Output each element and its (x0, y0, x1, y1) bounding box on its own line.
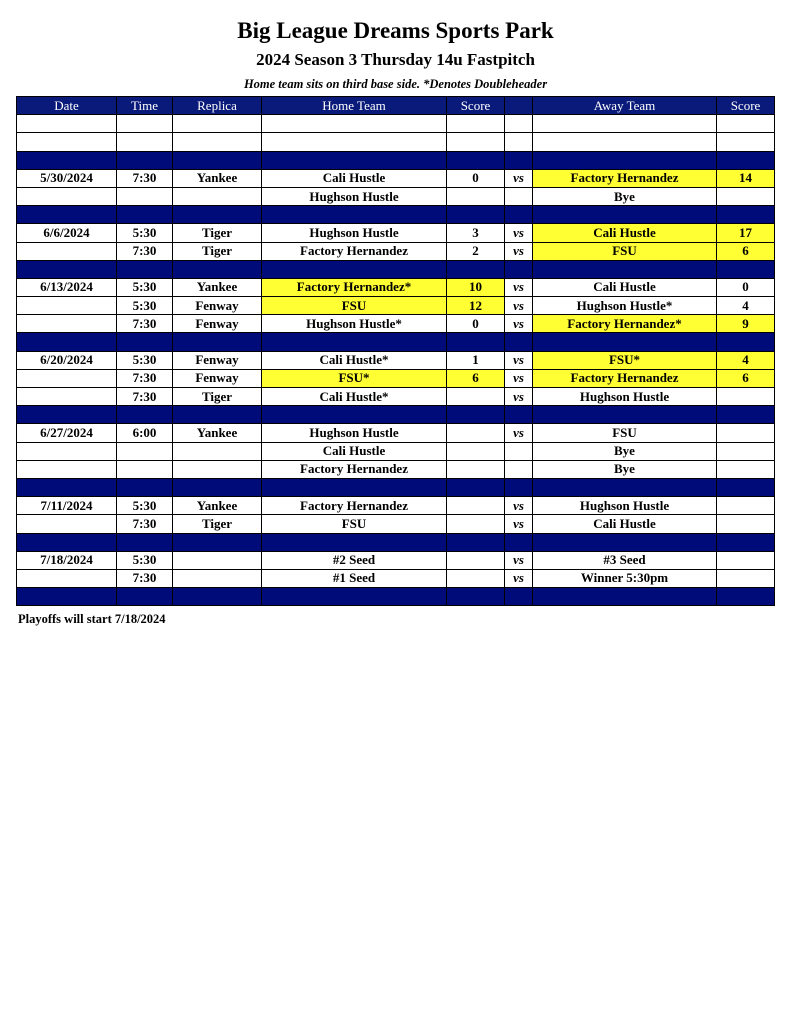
column-header-home-team: Home Team (262, 97, 447, 115)
vs-cell: vs (505, 315, 533, 333)
separator-band-row (17, 478, 775, 496)
band-cell (447, 588, 505, 606)
time-cell: 7:30 (117, 242, 173, 260)
blank-cell (717, 133, 775, 151)
replica-cell (173, 460, 262, 478)
replica-cell: Fenway (173, 369, 262, 387)
band-cell (117, 533, 173, 551)
game-row (17, 497, 775, 515)
band-cell (505, 333, 533, 351)
game-row (17, 297, 775, 315)
band-cell (447, 406, 505, 424)
game-row (17, 278, 775, 296)
date-cell (17, 187, 117, 205)
band-cell (262, 333, 447, 351)
home-score-cell: 2 (447, 242, 505, 260)
date-cell: 5/30/2024 (17, 169, 117, 187)
time-cell: 5:30 (117, 497, 173, 515)
band-cell (717, 533, 775, 551)
band-cell (117, 478, 173, 496)
vs-cell: vs (505, 424, 533, 442)
band-cell (447, 151, 505, 169)
home-score-cell: 12 (447, 297, 505, 315)
band-cell (173, 151, 262, 169)
home-score-cell (447, 424, 505, 442)
time-cell: 7:30 (117, 388, 173, 406)
blank-row (17, 115, 775, 133)
blank-cell (505, 115, 533, 133)
away-score-cell: 6 (717, 369, 775, 387)
band-cell (262, 588, 447, 606)
replica-cell: Fenway (173, 351, 262, 369)
column-header-replica: Replica (173, 97, 262, 115)
blank-cell (717, 115, 775, 133)
time-cell (117, 442, 173, 460)
band-cell (117, 333, 173, 351)
home-team-cell: Factory Hernandez (262, 460, 447, 478)
band-cell (262, 478, 447, 496)
band-cell (505, 533, 533, 551)
band-cell (533, 151, 717, 169)
page-title: Big League Dreams Sports Park (237, 18, 554, 43)
home-score-cell (447, 388, 505, 406)
band-cell (17, 406, 117, 424)
home-score-cell (447, 187, 505, 205)
time-cell: 7:30 (117, 315, 173, 333)
home-score-cell (447, 551, 505, 569)
home-team-cell: FSU (262, 297, 447, 315)
away-score-cell (717, 569, 775, 587)
band-cell (505, 151, 533, 169)
away-score-cell (717, 515, 775, 533)
away-team-cell: Factory Hernandez (533, 369, 717, 387)
away-team-cell: Winner 5:30pm (533, 569, 717, 587)
schedule-note: Home team sits on third base side. *Denotes Doubleheader (243, 77, 548, 91)
date-cell (17, 297, 117, 315)
time-cell: 7:30 (117, 169, 173, 187)
date-cell (17, 569, 117, 587)
band-cell (447, 533, 505, 551)
vs-cell: vs (505, 169, 533, 187)
replica-cell: Yankee (173, 169, 262, 187)
band-cell (717, 260, 775, 278)
away-score-cell: 4 (717, 297, 775, 315)
replica-cell: Tiger (173, 388, 262, 406)
vs-cell: vs (505, 388, 533, 406)
blank-row (17, 133, 775, 151)
band-cell (533, 260, 717, 278)
vs-cell: vs (505, 551, 533, 569)
band-cell (17, 260, 117, 278)
home-team-cell: Hughson Hustle (262, 424, 447, 442)
vs-cell: vs (505, 278, 533, 296)
band-cell (533, 333, 717, 351)
time-cell: 5:30 (117, 297, 173, 315)
replica-cell: Yankee (173, 424, 262, 442)
vs-cell: vs (505, 224, 533, 242)
band-cell (505, 588, 533, 606)
playoffs-note: Playoffs will start 7/18/2024 (18, 612, 166, 626)
home-score-cell: 0 (447, 169, 505, 187)
away-score-cell: 0 (717, 278, 775, 296)
home-team-cell: Hughson Hustle* (262, 315, 447, 333)
away-score-cell: 14 (717, 169, 775, 187)
game-row (17, 442, 775, 460)
game-row (17, 242, 775, 260)
home-team-cell: Cali Hustle (262, 169, 447, 187)
replica-cell: Tiger (173, 242, 262, 260)
band-cell (117, 151, 173, 169)
date-cell (17, 369, 117, 387)
game-row (17, 351, 775, 369)
away-team-cell: Cali Hustle (533, 515, 717, 533)
blank-cell (533, 115, 717, 133)
home-score-cell: 3 (447, 224, 505, 242)
home-score-cell: 10 (447, 278, 505, 296)
game-row (17, 369, 775, 387)
vs-cell (505, 187, 533, 205)
band-cell (533, 206, 717, 224)
band-cell (447, 260, 505, 278)
away-team-cell: Bye (533, 442, 717, 460)
vs-cell: vs (505, 351, 533, 369)
band-cell (117, 406, 173, 424)
home-team-cell: Factory Hernandez (262, 242, 447, 260)
time-cell: 5:30 (117, 224, 173, 242)
date-cell (17, 388, 117, 406)
away-score-cell: 9 (717, 315, 775, 333)
away-team-cell: Bye (533, 460, 717, 478)
band-cell (17, 151, 117, 169)
column-header-away-score: Score (717, 97, 775, 115)
game-row (17, 315, 775, 333)
replica-cell: Tiger (173, 224, 262, 242)
vs-cell (505, 442, 533, 460)
time-cell: 7:30 (117, 569, 173, 587)
schedule-rows (17, 115, 775, 606)
home-team-cell: Factory Hernandez (262, 497, 447, 515)
band-cell (533, 588, 717, 606)
band-cell (717, 151, 775, 169)
band-cell (117, 260, 173, 278)
home-team-cell: Factory Hernandez* (262, 278, 447, 296)
replica-cell (173, 551, 262, 569)
home-team-cell: Cali Hustle* (262, 388, 447, 406)
home-team-cell: Hughson Hustle (262, 224, 447, 242)
away-team-cell: FSU (533, 242, 717, 260)
home-team-cell: #1 Seed (262, 569, 447, 587)
blank-cell (505, 133, 533, 151)
vs-cell (505, 460, 533, 478)
home-score-cell: 6 (447, 369, 505, 387)
date-cell: 6/20/2024 (17, 351, 117, 369)
band-cell (262, 260, 447, 278)
home-team-cell: Cali Hustle* (262, 351, 447, 369)
band-cell (17, 206, 117, 224)
time-cell: 5:30 (117, 551, 173, 569)
vs-cell: vs (505, 297, 533, 315)
vs-cell: vs (505, 515, 533, 533)
home-team-cell: Cali Hustle (262, 442, 447, 460)
separator-band-row (17, 533, 775, 551)
schedule-table (16, 96, 775, 606)
band-cell (533, 533, 717, 551)
band-cell (505, 478, 533, 496)
time-cell: 6:00 (117, 424, 173, 442)
home-score-cell: 1 (447, 351, 505, 369)
band-cell (262, 533, 447, 551)
home-score-cell (447, 442, 505, 460)
home-score-cell (447, 569, 505, 587)
band-cell (505, 206, 533, 224)
separator-band-row (17, 206, 775, 224)
home-score-cell (447, 460, 505, 478)
separator-band-row (17, 333, 775, 351)
band-cell (17, 333, 117, 351)
band-cell (117, 588, 173, 606)
band-cell (173, 478, 262, 496)
blank-cell (533, 133, 717, 151)
replica-cell (173, 569, 262, 587)
band-cell (533, 478, 717, 496)
band-cell (447, 478, 505, 496)
band-cell (717, 478, 775, 496)
column-header-vs (505, 97, 533, 115)
away-score-cell (717, 442, 775, 460)
away-team-cell: Cali Hustle (533, 278, 717, 296)
band-cell (173, 206, 262, 224)
band-cell (505, 260, 533, 278)
band-cell (173, 260, 262, 278)
replica-cell: Yankee (173, 497, 262, 515)
vs-cell: vs (505, 497, 533, 515)
away-team-cell: Bye (533, 187, 717, 205)
band-cell (17, 478, 117, 496)
date-cell: 6/13/2024 (17, 278, 117, 296)
page-subtitle: 2024 Season 3 Thursday 14u Fastpitch (256, 50, 535, 69)
column-header-date: Date (17, 97, 117, 115)
away-score-cell (717, 424, 775, 442)
band-cell (447, 333, 505, 351)
replica-cell: Fenway (173, 315, 262, 333)
separator-band-row (17, 151, 775, 169)
blank-cell (17, 133, 117, 151)
date-cell (17, 315, 117, 333)
band-cell (173, 333, 262, 351)
band-cell (262, 206, 447, 224)
date-cell (17, 442, 117, 460)
away-score-cell (717, 551, 775, 569)
table-header-row (17, 97, 775, 115)
band-cell (17, 588, 117, 606)
game-row (17, 224, 775, 242)
date-cell (17, 515, 117, 533)
home-team-cell: #2 Seed (262, 551, 447, 569)
replica-cell (173, 187, 262, 205)
home-team-cell: FSU (262, 515, 447, 533)
away-score-cell (717, 460, 775, 478)
date-cell: 7/11/2024 (17, 497, 117, 515)
home-team-cell: FSU* (262, 369, 447, 387)
separator-band-row (17, 406, 775, 424)
blank-cell (262, 115, 447, 133)
away-team-cell: Hughson Hustle (533, 388, 717, 406)
band-cell (262, 151, 447, 169)
away-score-cell (717, 497, 775, 515)
separator-band-row (17, 260, 775, 278)
date-cell: 6/27/2024 (17, 424, 117, 442)
time-cell: 5:30 (117, 351, 173, 369)
vs-cell: vs (505, 369, 533, 387)
away-team-cell: Cali Hustle (533, 224, 717, 242)
blank-cell (17, 115, 117, 133)
band-cell (17, 533, 117, 551)
away-score-cell (717, 388, 775, 406)
vs-cell: vs (505, 242, 533, 260)
band-cell (173, 406, 262, 424)
home-team-cell: Hughson Hustle (262, 187, 447, 205)
game-row (17, 551, 775, 569)
time-cell: 7:30 (117, 515, 173, 533)
home-score-cell: 0 (447, 315, 505, 333)
band-cell (173, 533, 262, 551)
away-team-cell: FSU (533, 424, 717, 442)
replica-cell (173, 442, 262, 460)
blank-cell (173, 115, 262, 133)
column-header-home-score: Score (447, 97, 505, 115)
away-team-cell: Hughson Hustle* (533, 297, 717, 315)
game-row (17, 569, 775, 587)
band-cell (717, 406, 775, 424)
home-score-cell (447, 497, 505, 515)
game-row (17, 460, 775, 478)
replica-cell: Yankee (173, 278, 262, 296)
away-team-cell: #3 Seed (533, 551, 717, 569)
date-cell: 6/6/2024 (17, 224, 117, 242)
blank-cell (117, 115, 173, 133)
away-score-cell: 17 (717, 224, 775, 242)
blank-cell (447, 133, 505, 151)
away-score-cell: 4 (717, 351, 775, 369)
away-team-cell: Factory Hernandez* (533, 315, 717, 333)
game-row (17, 424, 775, 442)
blank-cell (173, 133, 262, 151)
band-cell (717, 206, 775, 224)
band-cell (717, 588, 775, 606)
away-score-cell: 6 (717, 242, 775, 260)
game-row (17, 388, 775, 406)
band-cell (173, 588, 262, 606)
column-header-away-team: Away Team (533, 97, 717, 115)
band-cell (262, 406, 447, 424)
time-cell (117, 187, 173, 205)
blank-cell (262, 133, 447, 151)
home-score-cell (447, 515, 505, 533)
time-cell (117, 460, 173, 478)
band-cell (505, 406, 533, 424)
time-cell: 7:30 (117, 369, 173, 387)
date-cell (17, 460, 117, 478)
away-team-cell: Factory Hernandez (533, 169, 717, 187)
game-row (17, 515, 775, 533)
away-team-cell: Hughson Hustle (533, 497, 717, 515)
replica-cell: Fenway (173, 297, 262, 315)
game-row (17, 169, 775, 187)
blank-cell (117, 133, 173, 151)
band-cell (117, 206, 173, 224)
date-cell (17, 242, 117, 260)
game-row (17, 187, 775, 205)
blank-cell (447, 115, 505, 133)
away-score-cell (717, 187, 775, 205)
replica-cell: Tiger (173, 515, 262, 533)
time-cell: 5:30 (117, 278, 173, 296)
separator-band-row (17, 588, 775, 606)
column-header-time: Time (117, 97, 173, 115)
vs-cell: vs (505, 569, 533, 587)
band-cell (533, 406, 717, 424)
away-team-cell: FSU* (533, 351, 717, 369)
date-cell: 7/18/2024 (17, 551, 117, 569)
band-cell (717, 333, 775, 351)
band-cell (447, 206, 505, 224)
